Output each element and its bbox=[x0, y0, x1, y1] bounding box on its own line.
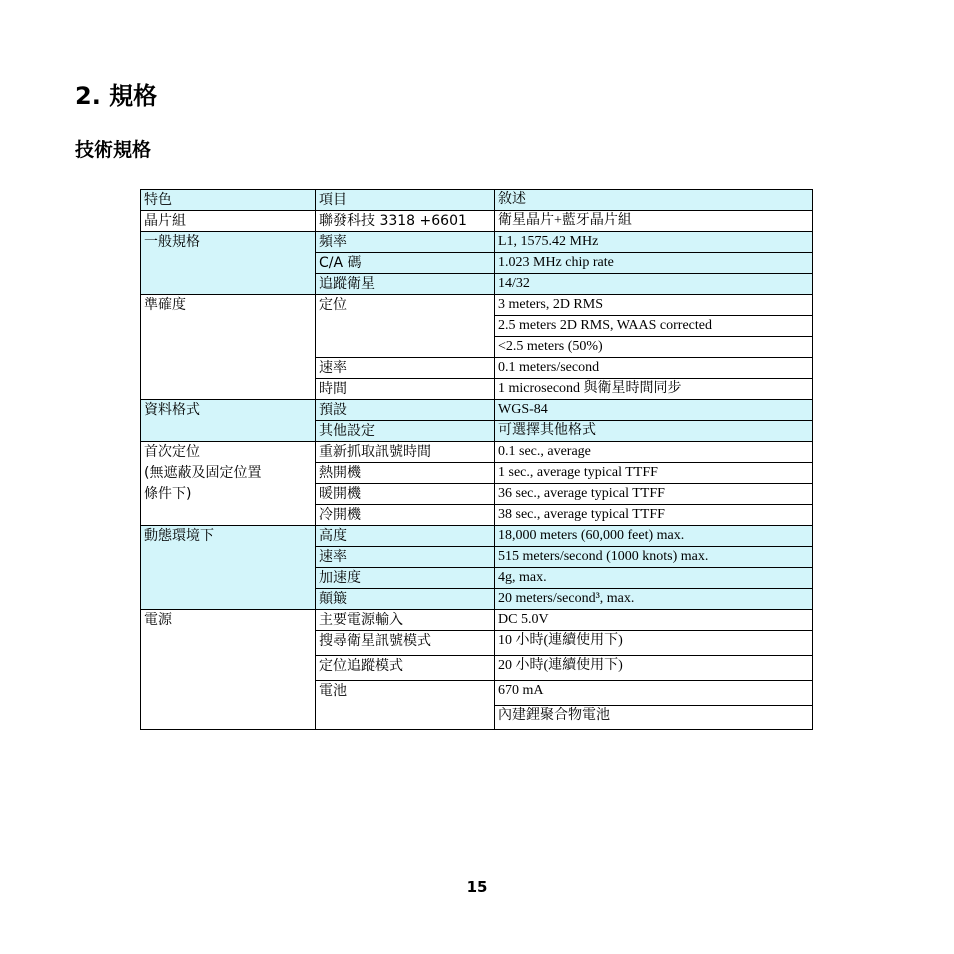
item-cell: 熱開機 bbox=[316, 463, 495, 484]
description-cell: 衛星晶片+藍牙晶片組 bbox=[495, 211, 813, 232]
description-cell: WGS-84 bbox=[495, 400, 813, 421]
item-cell: 暖開機 bbox=[316, 484, 495, 505]
item-cell: 主要電源輸入 bbox=[316, 610, 495, 631]
item-cell: 追蹤衛星 bbox=[316, 274, 495, 295]
description-cell: 可選擇其他格式 bbox=[495, 421, 813, 442]
description-cell: 20 小時(連續使用下) bbox=[495, 656, 813, 681]
description-cell: L1, 1575.42 MHz bbox=[495, 232, 813, 253]
description-cell: 1 sec., average typical TTFF bbox=[495, 463, 813, 484]
description-cell: 內建鋰聚合物電池 bbox=[495, 706, 813, 730]
item-cell: 搜尋衛星訊號模式 bbox=[316, 631, 495, 656]
header-cell-feature: 特色 bbox=[141, 190, 316, 211]
table-row bbox=[141, 442, 813, 463]
description-cell: 36 sec., average typical TTFF bbox=[495, 484, 813, 505]
spec-table bbox=[140, 189, 813, 730]
item-cell: 定位 bbox=[316, 295, 495, 358]
item-cell: 速率 bbox=[316, 547, 495, 568]
subsection-heading: 技術規格 bbox=[75, 139, 152, 161]
item-cell: 速率 bbox=[316, 358, 495, 379]
header-cell-item: 項目 bbox=[316, 190, 495, 211]
table-row bbox=[141, 484, 813, 505]
item-cell: 冷開機 bbox=[316, 505, 495, 526]
item-cell: 頻率 bbox=[316, 232, 495, 253]
description-cell: 4g, max. bbox=[495, 568, 813, 589]
feature-cell: 動態環境下 bbox=[141, 526, 316, 610]
feature-cell: 一般規格 bbox=[141, 232, 316, 295]
item-cell: 時間 bbox=[316, 379, 495, 400]
description-cell: 38 sec., average typical TTFF bbox=[495, 505, 813, 526]
section-heading: 2. 規格 bbox=[75, 82, 158, 110]
item-cell: 預設 bbox=[316, 400, 495, 421]
description-cell: 515 meters/second (1000 knots) max. bbox=[495, 547, 813, 568]
description-cell: 0.1 meters/second bbox=[495, 358, 813, 379]
item-cell: 聯發科技 3318 +6601 bbox=[316, 211, 495, 232]
description-cell: 10 小時(連續使用下) bbox=[495, 631, 813, 656]
item-cell: C/A 碼 bbox=[316, 253, 495, 274]
description-cell: 18,000 meters (60,000 feet) max. bbox=[495, 526, 813, 547]
description-cell: 20 meters/second³, max. bbox=[495, 589, 813, 610]
table-row bbox=[141, 610, 813, 631]
table-row bbox=[141, 295, 813, 316]
description-cell: DC 5.0V bbox=[495, 610, 813, 631]
header-cell-description: 敘述 bbox=[495, 190, 813, 211]
description-cell: 2.5 meters 2D RMS, WAAS corrected bbox=[495, 316, 813, 337]
description-cell: 3 meters, 2D RMS bbox=[495, 295, 813, 316]
description-cell: 14/32 bbox=[495, 274, 813, 295]
feature-cell: 準確度 bbox=[141, 295, 316, 400]
description-cell: 1.023 MHz chip rate bbox=[495, 253, 813, 274]
item-cell: 電池 bbox=[316, 681, 495, 730]
table-row bbox=[141, 463, 813, 484]
feature-cell: (無遮蔽及固定位置 bbox=[141, 463, 316, 484]
item-cell: 加速度 bbox=[316, 568, 495, 589]
page-number: 15 bbox=[466, 878, 488, 896]
description-cell: 670 mA bbox=[495, 681, 813, 706]
item-cell: 顛簸 bbox=[316, 589, 495, 610]
table-row bbox=[141, 232, 813, 253]
table-row bbox=[141, 400, 813, 421]
feature-cell: 電源 bbox=[141, 610, 316, 730]
feature-cell: 資料格式 bbox=[141, 400, 316, 442]
item-cell: 其他設定 bbox=[316, 421, 495, 442]
item-cell: 高度 bbox=[316, 526, 495, 547]
feature-cell: 晶片組 bbox=[141, 211, 316, 232]
description-cell: <2.5 meters (50%) bbox=[495, 337, 813, 358]
table-header-row bbox=[141, 190, 813, 211]
description-cell: 0.1 sec., average bbox=[495, 442, 813, 463]
feature-cell: 條件下) bbox=[141, 484, 316, 526]
item-cell: 定位追蹤模式 bbox=[316, 656, 495, 681]
feature-cell: 首次定位 bbox=[141, 442, 316, 463]
table-row bbox=[141, 211, 813, 232]
item-cell: 重新抓取訊號時間 bbox=[316, 442, 495, 463]
table-row bbox=[141, 526, 813, 547]
description-cell: 1 microsecond 與衛星時間同步 bbox=[495, 379, 813, 400]
